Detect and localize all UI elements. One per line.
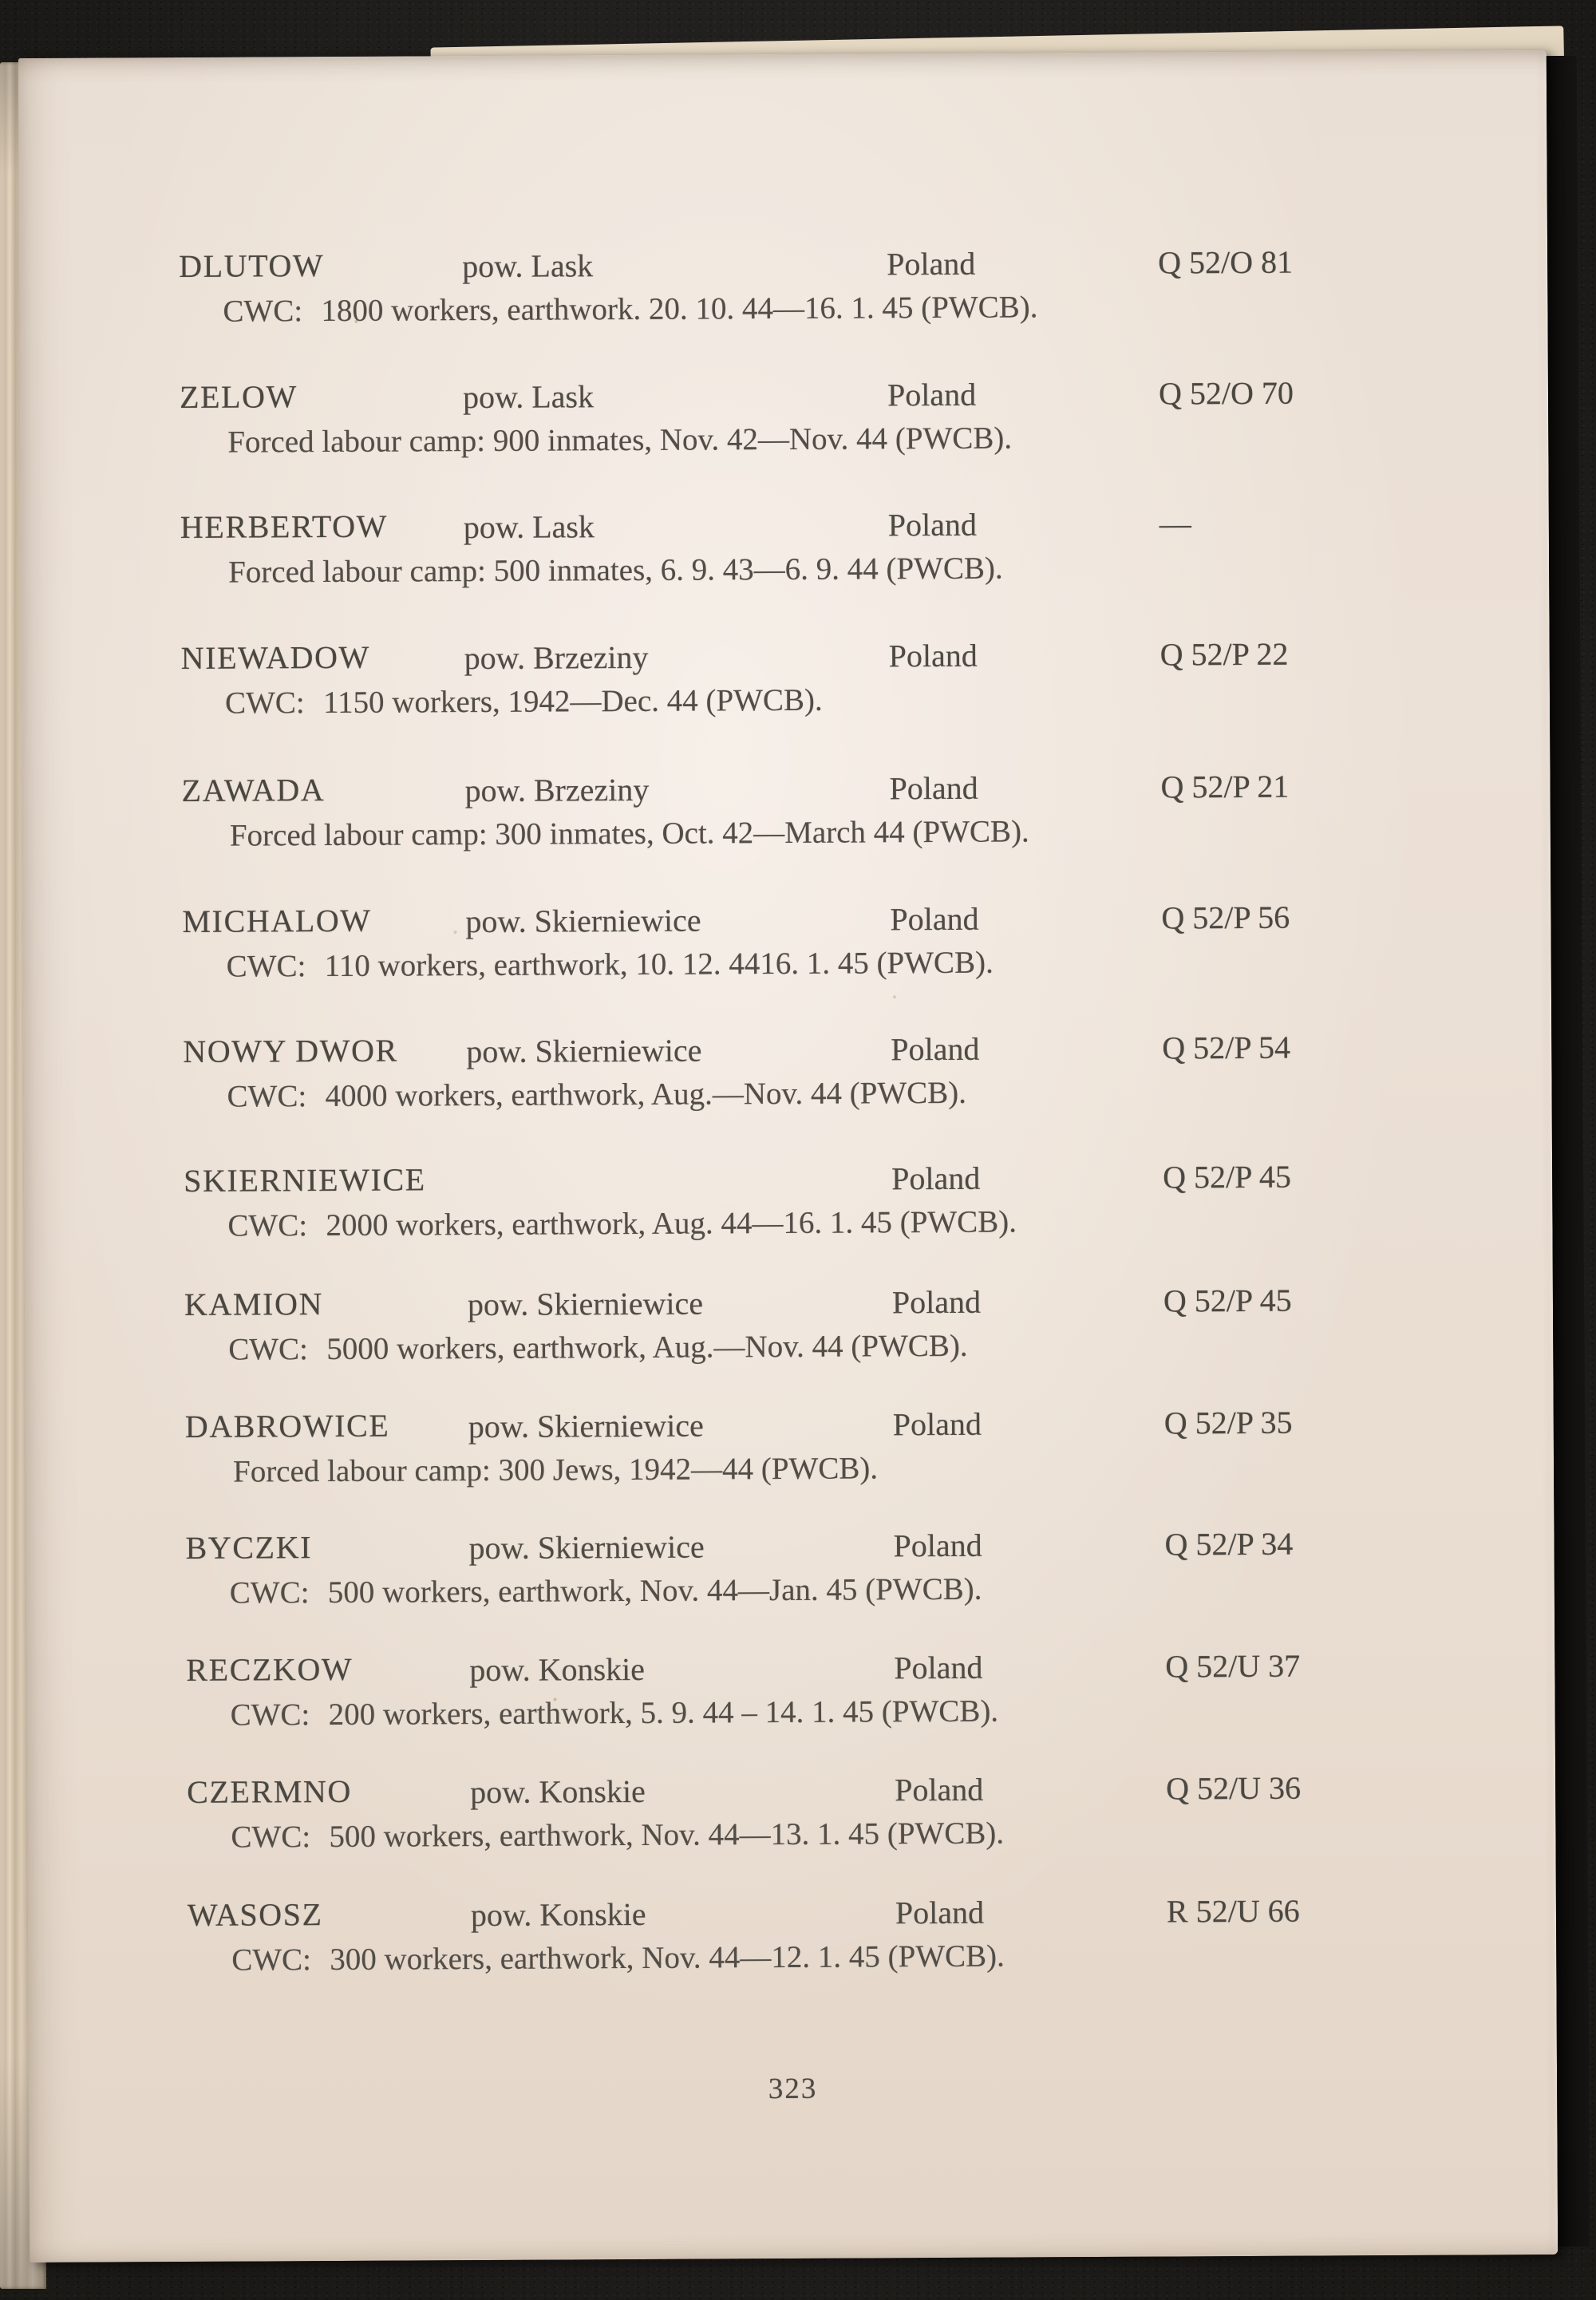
- camp-detail-label: CWC:: [228, 1332, 309, 1367]
- camp-country: Poland: [895, 1771, 984, 1808]
- camp-district: pow. Skierniewice: [466, 1032, 702, 1070]
- camp-entry: [26, 1644, 1555, 1780]
- camp-district: pow. Konskie: [469, 1650, 646, 1689]
- camp-grid-reference: Q 52/P 56: [1161, 899, 1290, 936]
- camp-grid-reference: Q 52/P 35: [1163, 1404, 1293, 1441]
- camp-grid-reference: Q 52/P 22: [1159, 635, 1289, 673]
- camp-detail-label: CWC:: [229, 1575, 310, 1610]
- camp-district: pow. Skierniewice: [468, 1407, 704, 1445]
- camp-district: pow. Skierniewice: [468, 1528, 705, 1567]
- camp-country: Poland: [890, 900, 979, 938]
- camp-country: Poland: [891, 1030, 980, 1068]
- camp-detail-text: 1150 workers, 1942—Dec. 44 (PWCB).: [322, 682, 823, 721]
- camp-district: pow. Skierniewice: [465, 902, 701, 940]
- camp-name: HERBERTOW: [180, 508, 389, 545]
- camp-entry: [24, 1155, 1553, 1290]
- camp-district: pow. Konskie: [470, 1895, 646, 1934]
- camp-detail-text: 5000 workers, earthwork, Aug.—Nov. 44 (PWCB).: [326, 1328, 968, 1367]
- camp-detail-text: 500 workers, earthwork, Nov. 44—Jan. 45 (PWCB).: [327, 1571, 982, 1610]
- camp-country: Poland: [891, 1160, 981, 1197]
- camp-country: Poland: [889, 769, 978, 807]
- camp-name: MICHALOW: [182, 902, 372, 939]
- camp-detail-text: 110 workers, earthwork, 10. 12. 4416. 1. 45 (PWCB).: [324, 945, 994, 984]
- camp-entry: [28, 1889, 1557, 2025]
- camp-name: DABROWICE: [184, 1407, 390, 1444]
- camp-country: Poland: [887, 376, 977, 413]
- camp-detail-text: Forced labour camp: 500 inmates, 6. 9. 43—6. 9. 44 (PWCB).: [228, 551, 1003, 590]
- camp-name: ZELOW: [179, 378, 298, 415]
- camp-detail-label: CWC:: [230, 1697, 310, 1733]
- camp-name: ZAWADA: [181, 772, 326, 808]
- camp-detail-text: 4000 workers, earthwork, Aug.—Nov. 44 (PWCB).: [325, 1075, 967, 1114]
- camp-name: RECZKOW: [186, 1650, 354, 1688]
- camp-grid-reference: Q 52/P 45: [1163, 1158, 1292, 1195]
- camp-country: Poland: [888, 637, 978, 674]
- paper-speck: [893, 995, 896, 998]
- camp-detail-label: CWC:: [227, 1208, 308, 1243]
- camp-grid-reference: Q 52/O 81: [1158, 243, 1294, 281]
- camp-district: pow. Konskie: [470, 1772, 646, 1811]
- camp-district: pow. Brzeziny: [464, 771, 650, 809]
- camp-country: Poland: [892, 1405, 982, 1443]
- camp-country: Poland: [887, 506, 978, 543]
- camp-detail-text: Forced labour camp: 300 inmates, Oct. 42—March 44 (PWCB).: [229, 814, 1029, 853]
- camp-detail-text: 300 workers, earthwork, Nov. 44—12. 1. 45 (PWCB).: [330, 1938, 1005, 1978]
- camp-country: Poland: [895, 1894, 985, 1931]
- camp-district: pow. Brzeziny: [464, 638, 649, 677]
- camp-district: pow. Skierniewice: [467, 1285, 704, 1323]
- camp-detail-label: CWC:: [231, 1942, 312, 1978]
- camp-grid-reference: Q 52/P 34: [1164, 1525, 1294, 1563]
- camp-detail-text: 200 workers, earthwork, 5. 9. 44 – 14. 1. 45 (PWCB).: [328, 1693, 999, 1733]
- camp-district: pow. Lask: [463, 508, 595, 546]
- camp-grid-reference: R 52/U 66: [1166, 1892, 1300, 1930]
- camp-entry: [22, 632, 1551, 768]
- camp-detail-text: Forced labour camp: 300 Jews, 1942—44 (PWCB).: [232, 1451, 879, 1489]
- camp-name: DLUTOW: [179, 247, 325, 284]
- camp-detail-label: CWC:: [231, 1820, 311, 1855]
- camp-detail-text: 1800 workers, earthwork. 20. 10. 44—16. 1. 45 (PWCB).: [321, 290, 1038, 329]
- camp-grid-reference: —: [1159, 505, 1191, 542]
- camp-entry: [27, 1766, 1556, 1902]
- camp-detail-label: CWC:: [223, 294, 303, 329]
- camp-grid-reference: Q 52/P 21: [1160, 768, 1290, 805]
- camp-district: pow. Lask: [462, 247, 594, 285]
- book-page: [18, 50, 1558, 2262]
- camp-grid-reference: Q 52/P 45: [1163, 1282, 1292, 1319]
- camp-entry: [20, 371, 1549, 507]
- camp-name: NOWY DWOR: [183, 1032, 398, 1069]
- camp-name: CZERMNO: [187, 1772, 353, 1810]
- camp-name: NIEWADOW: [180, 638, 371, 676]
- camp-name: BYCZKI: [185, 1529, 313, 1566]
- camp-detail-label: CWC:: [224, 686, 305, 721]
- camp-detail-text: Forced labour camp: 900 inmates, Nov. 42—Nov. 44 (PWCB).: [227, 421, 1013, 460]
- camp-entry: [19, 240, 1548, 376]
- camp-detail-label: CWC:: [227, 1079, 307, 1114]
- camp-name: KAMION: [184, 1286, 324, 1322]
- camp-name: SKIERNIEWICE: [184, 1161, 426, 1199]
- camp-country: Poland: [894, 1649, 983, 1686]
- camp-entry: [21, 501, 1550, 637]
- camp-entry: [23, 1026, 1552, 1161]
- paper-speck: [554, 1698, 557, 1701]
- camp-country: Poland: [891, 1283, 982, 1321]
- camp-detail-text: 500 workers, earthwork, Nov. 44—13. 1. 45 (PWCB).: [329, 1816, 1005, 1855]
- camp-entry: [26, 1401, 1555, 1536]
- camp-grid-reference: Q 52/O 70: [1158, 374, 1294, 412]
- paper-speck: [454, 931, 457, 934]
- camp-country: Poland: [887, 245, 976, 283]
- page-number: 323: [768, 2072, 818, 2106]
- camp-detail-label: CWC:: [226, 949, 306, 984]
- camp-entry: [22, 895, 1551, 1031]
- paper-speck: [355, 320, 358, 323]
- camp-grid-reference: Q 52/U 36: [1166, 1769, 1302, 1807]
- camp-detail-text: 2000 workers, earthwork, Aug. 44—16. 1. 45 (PWCB).: [326, 1204, 1017, 1243]
- camp-grid-reference: Q 52/U 37: [1165, 1647, 1301, 1685]
- camp-district: pow. Lask: [462, 378, 595, 416]
- camp-entry: [25, 1278, 1554, 1414]
- camp-entry: [26, 1522, 1555, 1658]
- camp-grid-reference: Q 52/P 54: [1162, 1029, 1291, 1066]
- camp-country: Poland: [893, 1527, 982, 1564]
- camp-name: WASOSZ: [187, 1896, 323, 1933]
- camp-entry: [22, 765, 1551, 900]
